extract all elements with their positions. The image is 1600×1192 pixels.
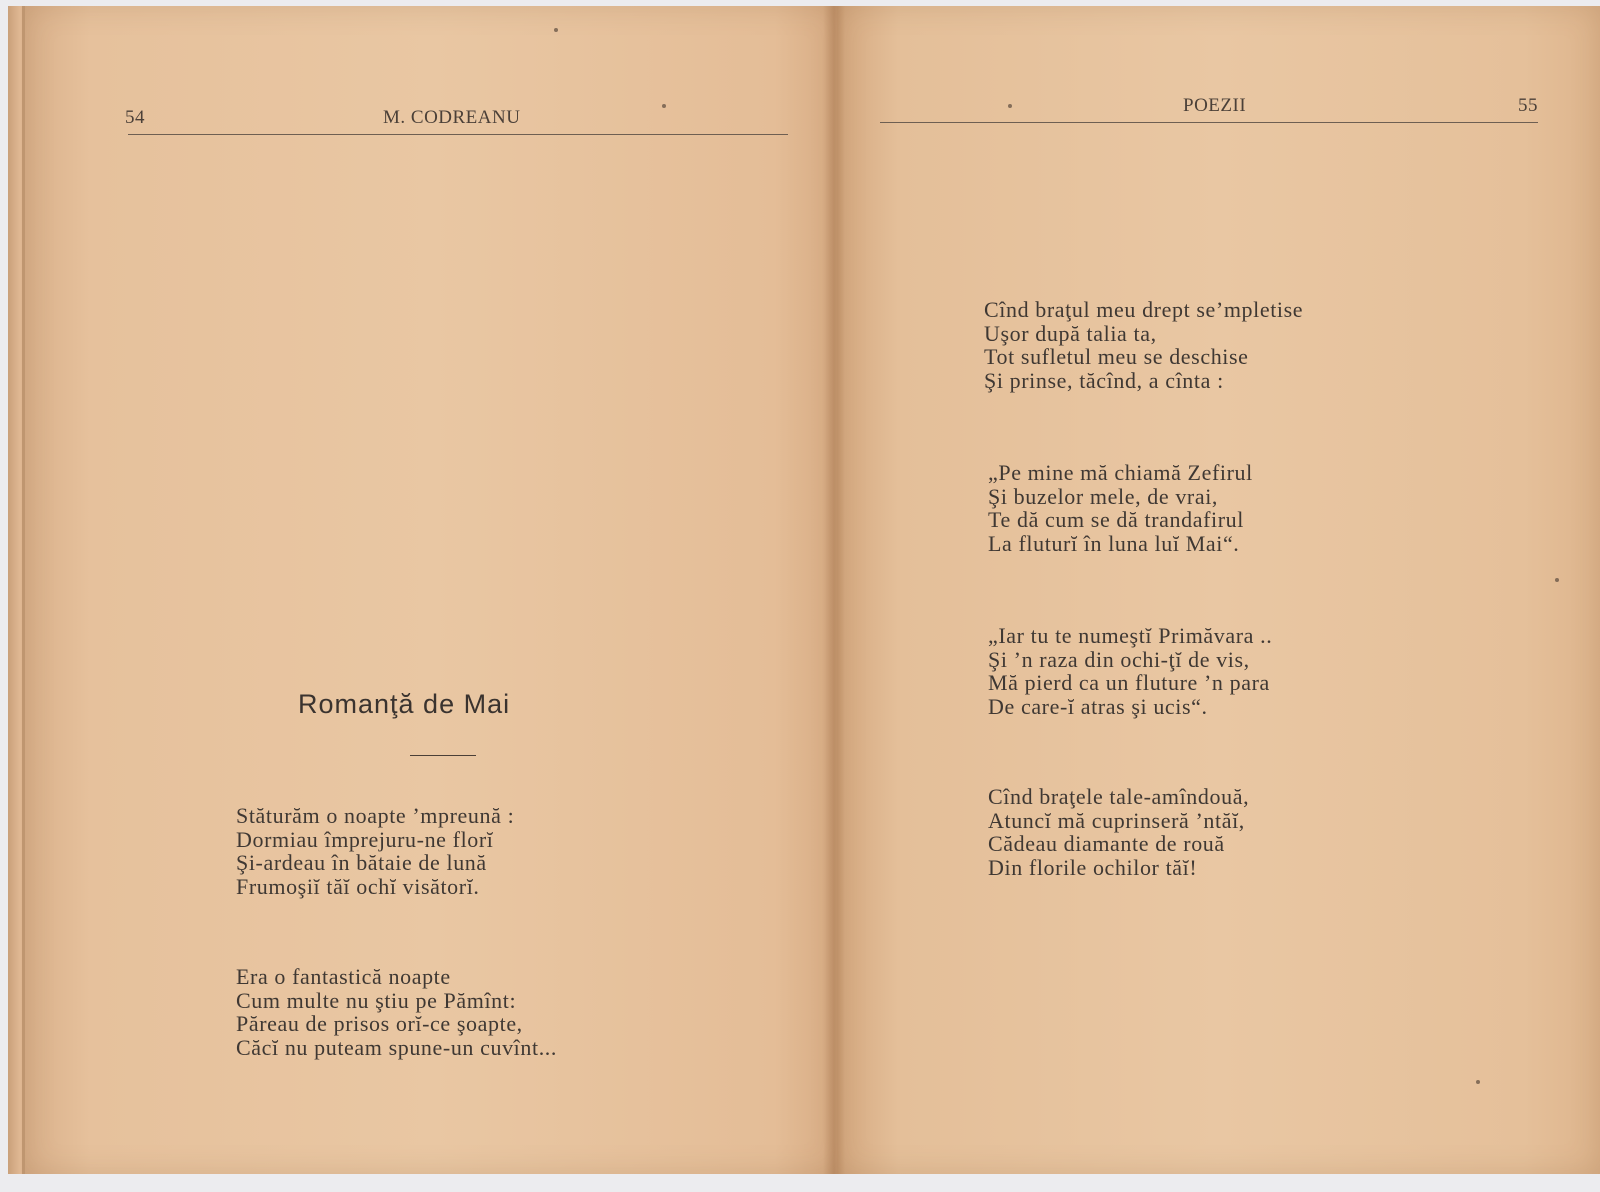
right-header-rule — [880, 122, 1538, 123]
verse-line: Cădeau diamante de rouă — [988, 831, 1225, 856]
verse-line: Stăturăm o noapte ’mpreună : — [236, 803, 515, 828]
left-running-header: M. CODREANU — [383, 107, 521, 128]
right-running-header: POEZII — [1183, 95, 1247, 116]
paper-speck — [1555, 578, 1559, 582]
right-page-number: 55 — [1518, 95, 1538, 116]
paper-speck — [1008, 104, 1012, 108]
title-divider — [410, 755, 476, 756]
verse-line: Tot sufletul meu se deschise — [984, 344, 1249, 369]
paper-speck — [1476, 1080, 1480, 1084]
verse-line: „Pe mine mă chiamă Zefirul — [988, 460, 1253, 485]
right-stanza-4 — [988, 785, 1249, 879]
verse-line: Dormiau împrejuru-ne florĭ — [236, 826, 494, 852]
verse-line: Şi-ardeau în bătaie de lună — [236, 850, 487, 875]
right-stanza-2 — [988, 461, 1253, 555]
verse-line: Şi buzelor mele, de vrai, — [988, 483, 1219, 509]
verse-line: Cînd braţele tale-amîndouă, — [988, 784, 1250, 809]
paper-speck — [662, 104, 666, 108]
verse-line: La fluturĭ în luna luĭ Mai“. — [988, 530, 1240, 556]
verse-line: Şi ’n raza din ochi-ţĭ de vis, — [988, 646, 1250, 672]
left-header-rule — [128, 134, 788, 135]
verse-line: Păreau de prisos orĭ-ce şoapte, — [236, 1011, 523, 1036]
verse-line: Cum multe nu ştiu pe Pămînt: — [236, 987, 517, 1013]
verse-line: Era o fantastică noapte — [236, 964, 451, 989]
verse-line: Atuncĭ mă cuprinseră ’ntăĭ, — [988, 807, 1245, 833]
left-page-number: 54 — [125, 107, 145, 128]
verse-line: Din florile ochilor tăĭ! — [988, 854, 1198, 880]
verse-line: De care-ĭ atras şi ucis“. — [988, 693, 1208, 719]
paper-speck — [554, 28, 558, 32]
verse-line: Te dă cum se dă trandafirul — [988, 507, 1244, 532]
left-stanza-2 — [236, 965, 557, 1059]
right-stanza-3 — [988, 624, 1272, 718]
poem-title: Romanţă de Mai — [298, 689, 511, 719]
left-stanza-1 — [236, 804, 514, 898]
verse-line: Frumoşiĭ tăĭ ochĭ visătorĭ. — [236, 873, 480, 899]
verse-line: Cînd braţul meu drept se’mpletise — [984, 297, 1304, 322]
right-stanza-1 — [984, 298, 1303, 392]
verse-line: Căcĭ nu puteam spune-un cuvînt... — [236, 1034, 558, 1060]
right-page — [837, 6, 1600, 1174]
verse-line: Uşor după talia ta, — [984, 320, 1157, 346]
verse-line: „Iar tu te numeştĭ Primăvara .. — [988, 623, 1273, 648]
verse-line: Mă pierd ca un fluture ’n para — [988, 670, 1270, 695]
verse-line: Şi prinse, tăcînd, a cînta : — [984, 367, 1224, 393]
